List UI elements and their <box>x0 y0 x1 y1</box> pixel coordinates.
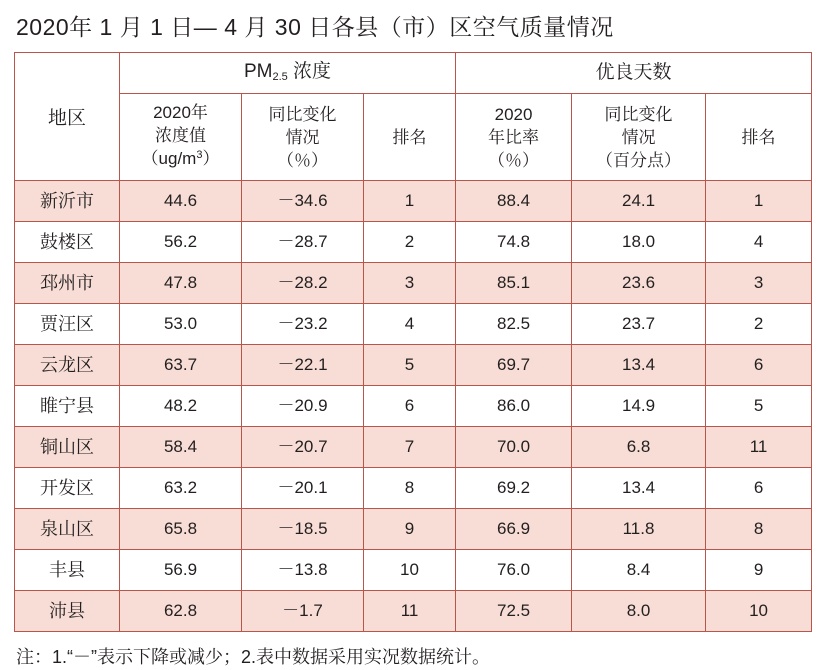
table-row <box>15 468 812 509</box>
table-note: 注：1.“－”表示下降或减少；2.表中数据采用实况数据统计。 <box>16 647 491 667</box>
column-header-day-rank: 排名 <box>706 94 812 181</box>
cell-day-change: 11.8 <box>572 509 706 550</box>
cell-day-change: 18.0 <box>572 222 706 263</box>
cell-day-rate: 86.0 <box>456 386 572 427</box>
pm-value-line1: 2020年 <box>153 103 208 122</box>
table-row <box>15 181 812 222</box>
column-header-day-rate <box>456 94 572 181</box>
cell-pm-value: 63.7 <box>120 345 242 386</box>
cell-pm-value: 47.8 <box>120 263 242 304</box>
table-header-sub-row <box>15 94 812 181</box>
pm-change-line2: 情况 <box>285 127 320 147</box>
cell-pm-change: －20.9 <box>242 386 364 427</box>
cell-pm-rank: 3 <box>364 263 456 304</box>
cell-pm-value: 62.8 <box>120 591 242 632</box>
cell-day-rank: 10 <box>706 591 812 632</box>
cell-region: 鼓楼区 <box>15 222 120 263</box>
cell-day-rank: 9 <box>706 550 812 591</box>
cell-day-rank: 1 <box>706 181 812 222</box>
table-row <box>15 427 812 468</box>
table-row <box>15 386 812 427</box>
cell-day-change: 13.4 <box>572 468 706 509</box>
cell-region: 泉山区 <box>15 509 120 550</box>
pm25-label-sub: 2.5 <box>272 71 288 83</box>
cell-pm-rank: 4 <box>364 304 456 345</box>
pm-unit-post: ） <box>202 149 220 168</box>
column-header-pm-change <box>242 94 364 181</box>
cell-pm-rank: 1 <box>364 181 456 222</box>
cell-pm-value: 65.8 <box>120 509 242 550</box>
table-row <box>15 591 812 632</box>
cell-pm-value: 53.0 <box>120 304 242 345</box>
cell-day-change: 23.6 <box>572 263 706 304</box>
cell-day-change: 13.4 <box>572 345 706 386</box>
table-header-group-row <box>15 53 812 94</box>
cell-pm-change: －20.1 <box>242 468 364 509</box>
column-header-pm-value <box>120 94 242 181</box>
day-rate-line3: （％） <box>488 150 540 170</box>
cell-pm-value: 44.6 <box>120 181 242 222</box>
cell-day-change: 14.9 <box>572 386 706 427</box>
cell-region: 开发区 <box>15 468 120 509</box>
cell-day-rank: 3 <box>706 263 812 304</box>
cell-day-rate: 72.5 <box>456 591 572 632</box>
cell-pm-rank: 2 <box>364 222 456 263</box>
cell-region: 云龙区 <box>15 345 120 386</box>
cell-day-change: 8.4 <box>572 550 706 591</box>
air-quality-table <box>14 52 812 632</box>
cell-day-change: 23.7 <box>572 304 706 345</box>
page-title: 2020年 1 月 1 日— 4 月 30 日各县（市）区空气质量情况 <box>16 14 614 40</box>
cell-day-rank: 6 <box>706 468 812 509</box>
cell-pm-change: －34.6 <box>242 181 364 222</box>
cell-day-rate: 69.2 <box>456 468 572 509</box>
table-row <box>15 509 812 550</box>
cell-region: 丰县 <box>15 550 120 591</box>
cell-day-rate: 69.7 <box>456 345 572 386</box>
column-header-region: 地区 <box>15 53 120 181</box>
day-rate-line2: 年比率 <box>488 127 540 147</box>
table-row <box>15 304 812 345</box>
cell-day-rate: 66.9 <box>456 509 572 550</box>
cell-day-rank: 6 <box>706 345 812 386</box>
cell-pm-value: 48.2 <box>120 386 242 427</box>
table-row <box>15 222 812 263</box>
cell-region: 沛县 <box>15 591 120 632</box>
cell-pm-value: 56.2 <box>120 222 242 263</box>
pm-value-line3 <box>124 147 237 173</box>
column-header-day-change <box>572 94 706 181</box>
cell-pm-value: 56.9 <box>120 550 242 591</box>
cell-pm-change: －13.8 <box>242 550 364 591</box>
cell-region: 铜山区 <box>15 427 120 468</box>
cell-pm-change: －18.5 <box>242 509 364 550</box>
pm-value-line2: 浓度值 <box>155 126 206 145</box>
pm-change-line3: （％） <box>277 150 328 170</box>
cell-pm-change: －1.7 <box>242 591 364 632</box>
cell-day-rate: 74.8 <box>456 222 572 263</box>
cell-pm-value: 63.2 <box>120 468 242 509</box>
column-header-pm25-group <box>120 53 456 94</box>
cell-pm-rank: 10 <box>364 550 456 591</box>
cell-pm-change: －22.1 <box>242 345 364 386</box>
cell-day-rate: 70.0 <box>456 427 572 468</box>
cell-day-rate: 82.5 <box>456 304 572 345</box>
day-change-line2: 情况 <box>621 127 656 147</box>
cell-day-rate: 88.4 <box>456 181 572 222</box>
cell-region: 睢宁县 <box>15 386 120 427</box>
cell-day-rank: 8 <box>706 509 812 550</box>
cell-pm-rank: 9 <box>364 509 456 550</box>
cell-pm-change: －23.2 <box>242 304 364 345</box>
cell-day-rank: 5 <box>706 386 812 427</box>
cell-day-rate: 76.0 <box>456 550 572 591</box>
cell-pm-change: －20.7 <box>242 427 364 468</box>
table-header <box>15 53 812 181</box>
cell-pm-change: －28.7 <box>242 222 364 263</box>
pm-unit-sup: 3 <box>196 149 203 161</box>
day-change-line1: 同比变化 <box>604 104 673 124</box>
cell-pm-change: －28.2 <box>242 263 364 304</box>
pm-unit-pre: （ug/m <box>141 149 197 168</box>
cell-pm-value: 58.4 <box>120 427 242 468</box>
cell-region: 邳州市 <box>15 263 120 304</box>
cell-region: 新沂市 <box>15 181 120 222</box>
pm25-label-tail: 浓度 <box>287 61 332 82</box>
column-header-gooddays-group: 优良天数 <box>456 53 812 94</box>
cell-region: 贾汪区 <box>15 304 120 345</box>
pm25-label-main: PM <box>243 61 273 82</box>
cell-day-rank: 4 <box>706 222 812 263</box>
day-change-line3: （百分点） <box>596 150 682 170</box>
cell-pm-rank: 11 <box>364 591 456 632</box>
cell-day-rank: 11 <box>706 427 812 468</box>
cell-pm-rank: 6 <box>364 386 456 427</box>
cell-day-rank: 2 <box>706 304 812 345</box>
pm-change-line1: 同比变化 <box>268 104 337 124</box>
table-row <box>15 263 812 304</box>
table-row <box>15 550 812 591</box>
table-body <box>15 181 812 632</box>
cell-day-change: 24.1 <box>572 181 706 222</box>
cell-day-rate: 85.1 <box>456 263 572 304</box>
cell-pm-rank: 7 <box>364 427 456 468</box>
cell-pm-rank: 8 <box>364 468 456 509</box>
day-rate-line1: 2020 <box>494 104 533 124</box>
cell-day-change: 6.8 <box>572 427 706 468</box>
cell-pm-rank: 5 <box>364 345 456 386</box>
cell-day-change: 8.0 <box>572 591 706 632</box>
column-header-pm-rank: 排名 <box>364 94 456 181</box>
table-row <box>15 345 812 386</box>
